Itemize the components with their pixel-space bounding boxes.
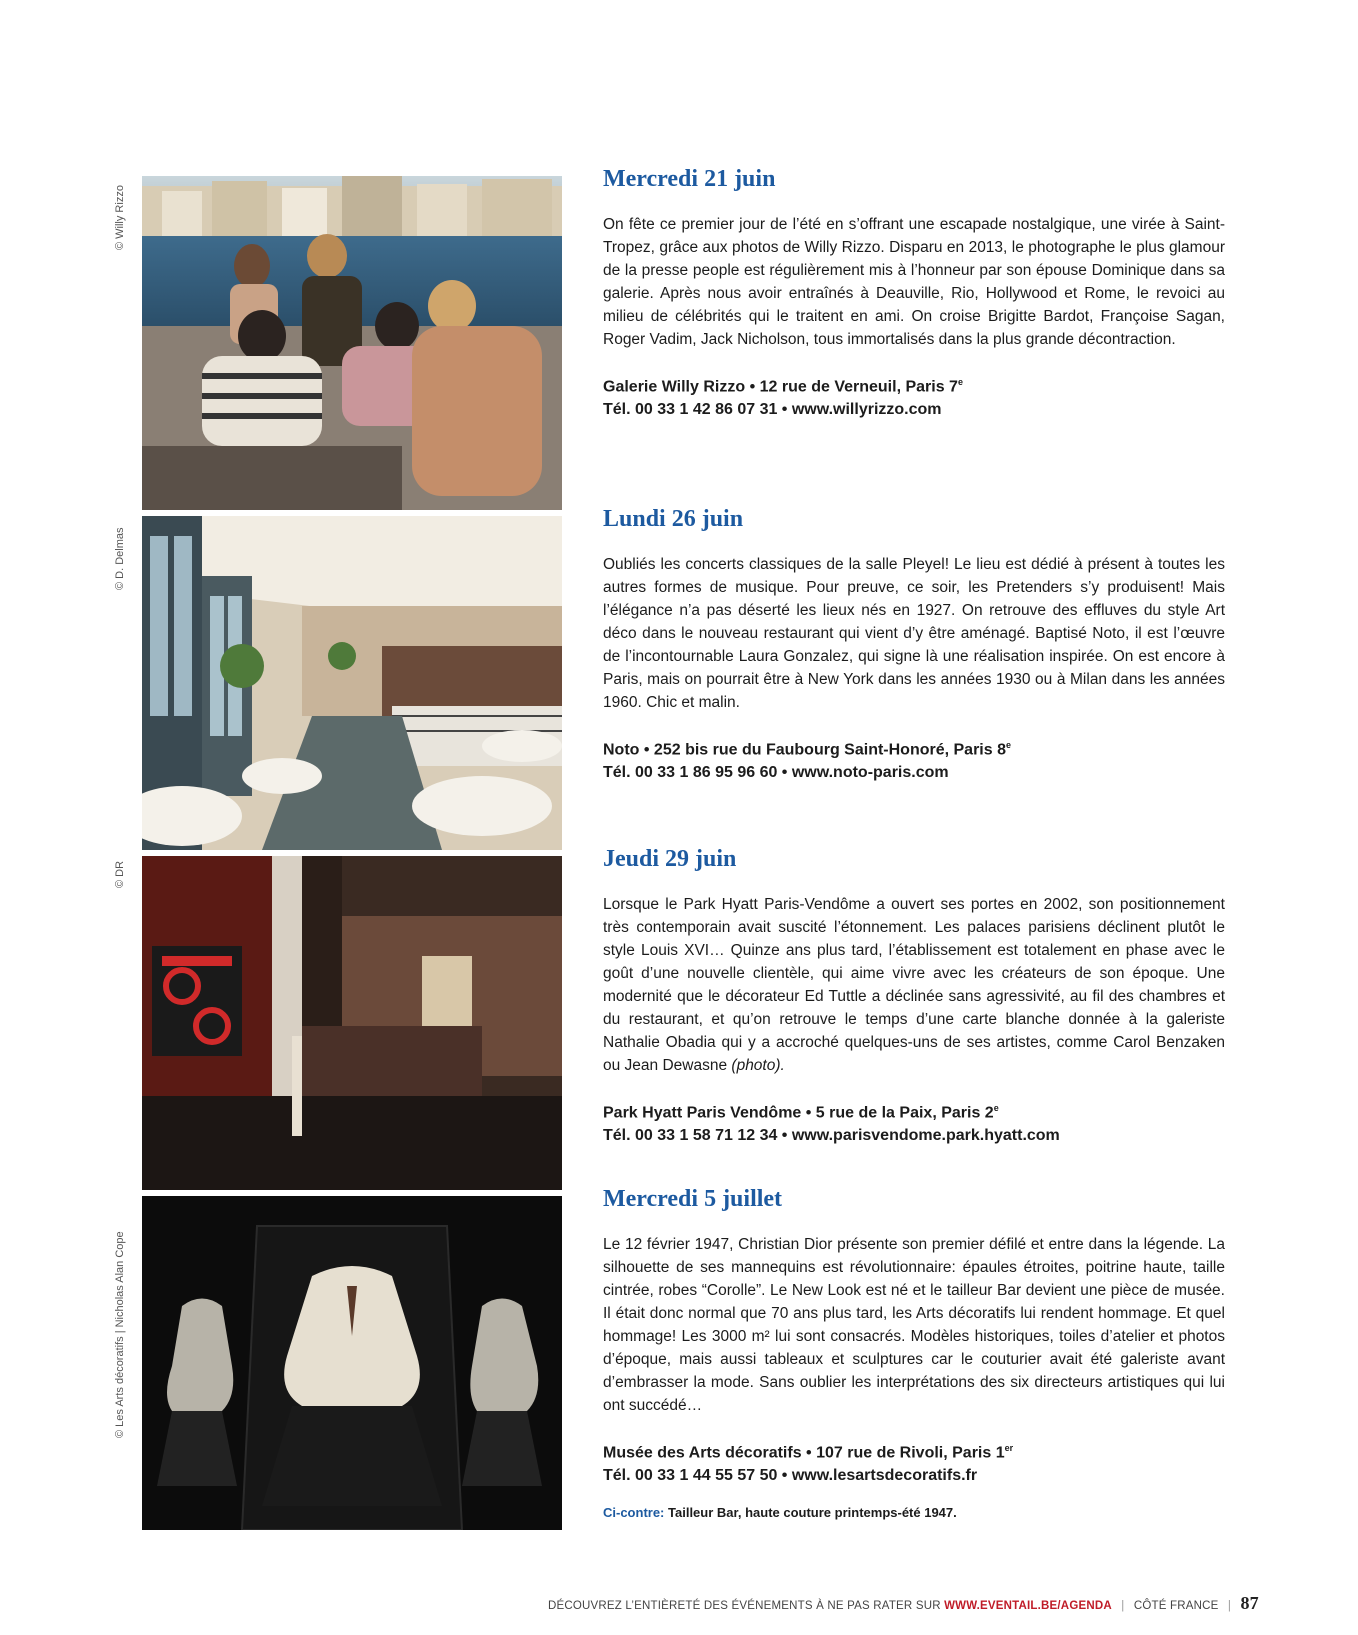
venue-address: Park Hyatt Paris Vendôme • 5 rue de la Paix, Paris 2e <box>603 1103 999 1122</box>
article-body: Lorsque le Park Hyatt Paris-Vendôme a ouvert ses portes en 2002, son positionnement très contemporain avait suscité l’étonnement. Les palaces parisiens déclinent plutôt le style Louis XVI… Quinze ans plus tard, l’établissement est totalement en phase avec le goût d’une nouvelle clientèle, qui aime vivre avec les créateurs de son époque. Une modernité que le décorateur Ed Tuttle a déclinée sans agressivité, au fil des chambres et du restaurant, et qu’on retrouve le temps d’une carte blanche donnée à la galeriste Nathalie Obadia qui y a accroché quelques-uns de ses artistes, comme Carol Benzaken ou Jean Dewasne (photo). <box>603 896 1225 1074</box>
article-body: Oubliés les concerts classiques de la salle Pleyel! Le lieu est dédié à présent à toutes les autres formes de musique. Pour preuve, ce soir, les Pretenders s’y produisent! Mais l’élégance n’a pas déserté les lieux nés en 1927. On retrouve des effluves du style Art déco dans le nouveau restaurant qui vient d’y être aménagé. Baptisé Noto, il est l’œuvre de l’incontournable Laura Gonzalez, qui signe là une réalisation inspirée. On est encore à Paris, mais on pourrait être à New York dans les années 1930 ou à Milan dans les années 1960. Chic et malin. <box>603 556 1225 711</box>
article-body: On fête ce premier jour de l’été en s’offrant une escapade nostalgique, une virée à Saint-Tropez, grâce aux photos de Willy Rizzo. Disparu en 2013, le photographe le plus glamour de la presse people est régulièrement mis à l’honneur par son épouse Dominique dans sa galerie. Après nous avoir entraînés à Deauville, Rio, Hollywood et Rome, le revoici au milieu de célébrités qui le traitent en ami. On croise Brigitte Bardot, Françoise Sagan, Roger Vadim, Jack Nicholson, tous immortalisés dans la plus grande décontraction. <box>603 216 1225 348</box>
venue-contact: Tél. 00 33 1 42 86 07 31 • www.willyrizzo.com <box>603 401 942 419</box>
photo-credit: © Les Arts décoratifs | Nicholas Alan Cope <box>114 1231 126 1438</box>
page-footer <box>548 1593 1259 1613</box>
venue-contact: Tél. 00 33 1 86 95 96 60 • www.noto-paris.com <box>603 764 949 782</box>
article-date: Mercredi 5 juillet <box>603 1186 783 1212</box>
article-dior <box>603 1185 1225 1520</box>
venue-contact: Tél. 00 33 1 44 55 57 50 • www.lesartsdecoratifs.fr <box>603 1467 978 1485</box>
photo-caption: Ci-contre: Tailleur Bar, haute couture printemps-été 1947. <box>603 1505 957 1521</box>
page-number: 87 <box>1240 1593 1259 1613</box>
section-name: CÔTÉ FRANCE <box>1133 1600 1219 1612</box>
photo-credit: © D. Delmas <box>114 527 126 590</box>
venue-address: Noto • 252 bis rue du Faubourg Saint-Honoré, Paris 8e <box>603 740 1012 759</box>
venue-address: Galerie Willy Rizzo • 12 rue de Verneuil, Paris 7e <box>603 377 963 396</box>
footer-divider: | <box>1121 1600 1125 1612</box>
article-date: Jeudi 29 juin <box>603 846 737 872</box>
venue-address: Musée des Arts décoratifs • 107 rue de Rivoli, Paris 1er <box>603 1443 1014 1462</box>
photo-noto-restaurant <box>142 516 562 850</box>
photo-saint-tropez <box>142 176 562 510</box>
article-date: Lundi 26 juin <box>603 506 744 532</box>
photo-credit: © DR <box>114 860 126 888</box>
photo-park-hyatt <box>142 856 562 1190</box>
agenda-link[interactable]: WWW.EVENTAIL.BE/AGENDA <box>944 1600 1112 1612</box>
article-willy-rizzo <box>603 165 1225 421</box>
article-noto <box>603 505 1225 784</box>
article-date: Mercredi 21 juin <box>603 166 776 192</box>
article-park-hyatt <box>603 845 1225 1147</box>
footer-text: DÉCOUVREZ L’ENTIÈRETÉ DES ÉVÉNEMENTS À NE PAS RATER SUR <box>548 1600 941 1612</box>
venue-contact: Tél. 00 33 1 58 71 12 34 • www.parisvendome.park.hyatt.com <box>603 1127 1060 1145</box>
article-body: Le 12 février 1947, Christian Dior présente son premier défilé et entre dans la légende. La silhouette de ses mannequins est révolutionnaire: épaules étroites, poitrine haute, taille cintrée, robes “Corolle”. Le New Look est né et le tailleur Bar devient une pièce de musée. Il était donc normal que 70 ans plus tard, les Arts décoratifs lui rendent hommage. Et quel hommage! Les 3000 m² lui sont consacrés. Modèles historiques, toiles d’atelier et photos d’époque, mais aussi tableaux et sculptures car le couturier avait été galeriste avant d’embrasser la mode. Sans oublier les interprétations des six directeurs artistiques qui lui ont succédé… <box>603 1236 1225 1414</box>
footer-divider: | <box>1227 1600 1232 1612</box>
photo-credit: © Willy Rizzo <box>114 185 126 250</box>
photo-dior-tailleur-bar <box>142 1196 562 1530</box>
